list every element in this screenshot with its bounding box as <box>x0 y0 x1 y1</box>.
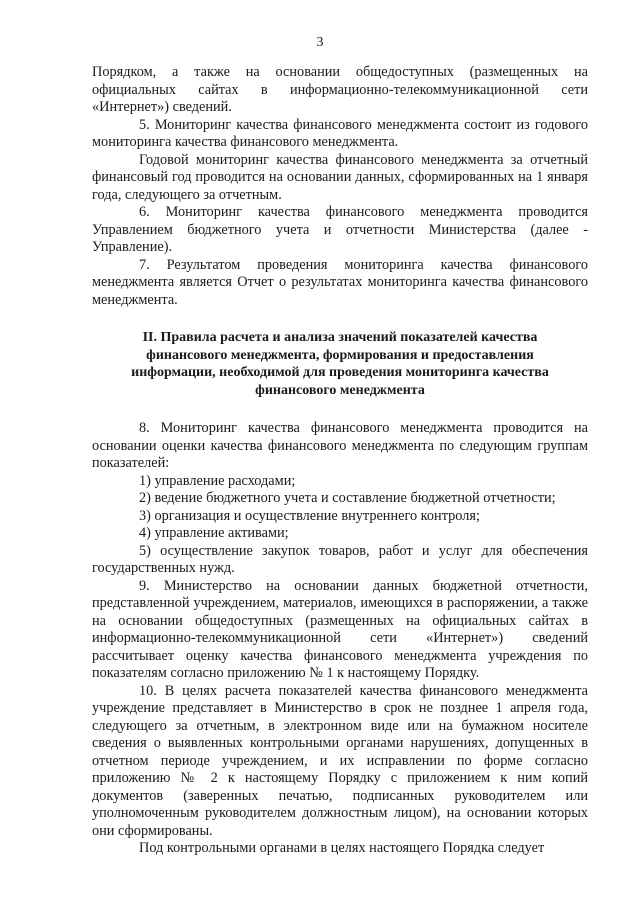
paragraph-item-6: 6. Мониторинг качества финансового менеджмента проводится Управлением бюджетного учета и отчетности Министерства (далее - Управление). <box>92 204 588 255</box>
document-body <box>92 64 588 858</box>
paragraph-item-5: 5. Мониторинг качества финансового менеджмента состоит из годового мониторинга качества финансового менеджмента. <box>92 116 588 150</box>
paragraph-control-bodies: Под контрольными органами в целях настоящего Порядка следует <box>139 840 545 856</box>
paragraph-item-9: 9. Министерство на основании данных бюджетной отчетности, представленной учреждением, материалов, имеющихся в распоряжении, а также на основании общедоступных (размещенных на официальных сайтах в информационно-телекоммуникационной сети «Интернет») сведений рассчитывает оценку качества финансового менеджмента учреждения по показателям согласно приложению № 1 к настоящему Порядку. <box>92 577 588 681</box>
section-heading: II. Правила расчета и анализа значений показателей качества финансового менеджмента, формирования и предоставления информации, необходимой для проведения мониторинга качества финансового менеджмента <box>131 330 549 398</box>
list-item-4: 4) управление активами; <box>139 525 289 541</box>
list-item-2: 2) ведение бюджетного учета и составление бюджетной отчетности; <box>139 490 556 506</box>
paragraph-item-8: 8. Мониторинг качества финансового менеджмента проводится на основании оценки качества финансового менеджмента по следующим группам показателей: <box>92 420 588 471</box>
paragraph-item-7: 7. Результатом проведения мониторинга качества финансового менеджмента является Отчет о результатах мониторинга качества финансового менеджмента. <box>92 256 588 308</box>
spacer <box>92 399 588 420</box>
list-item-3: 3) организация и осуществление внутреннего контроля; <box>139 507 480 524</box>
list-item-1: 1) управление расходами; <box>139 472 296 489</box>
list-item-5: 5) осуществление закупок товаров, работ и услуг для обеспечения государственных нужд. <box>92 542 588 576</box>
page-number: 3 <box>316 35 324 50</box>
paragraph-continuation: Порядком, а также на основании общедоступных (размещенных на официальных сайтах в информационно-телекоммуникационной сети «Интернет») сведений. <box>92 64 588 115</box>
paragraph-item-10: 10. В целях расчета показателей качества финансового менеджмента учреждение представляет в Министерство в срок не позднее 1 апреля года, следующего за отчетным, в электронном виде или на бумажном носителе сведения о выявленных контрольными органами нарушениях, допущенных в отчетном периоде учреждением, и их исправлении по форме согласно приложению № 2 к настоящему Порядку с приложением к ним копий документов (заверенных печатью, подписанных руководителем или уполномоченным руководителем должностным лицом), на основании которых они сформированы. <box>92 682 588 839</box>
paragraph-annual-monitoring: Годовой мониторинг качества финансового менеджмента за отчетный финансовый год проводится на основании данных, сформированных на 1 января года, следующего за отчетным. <box>92 151 588 203</box>
